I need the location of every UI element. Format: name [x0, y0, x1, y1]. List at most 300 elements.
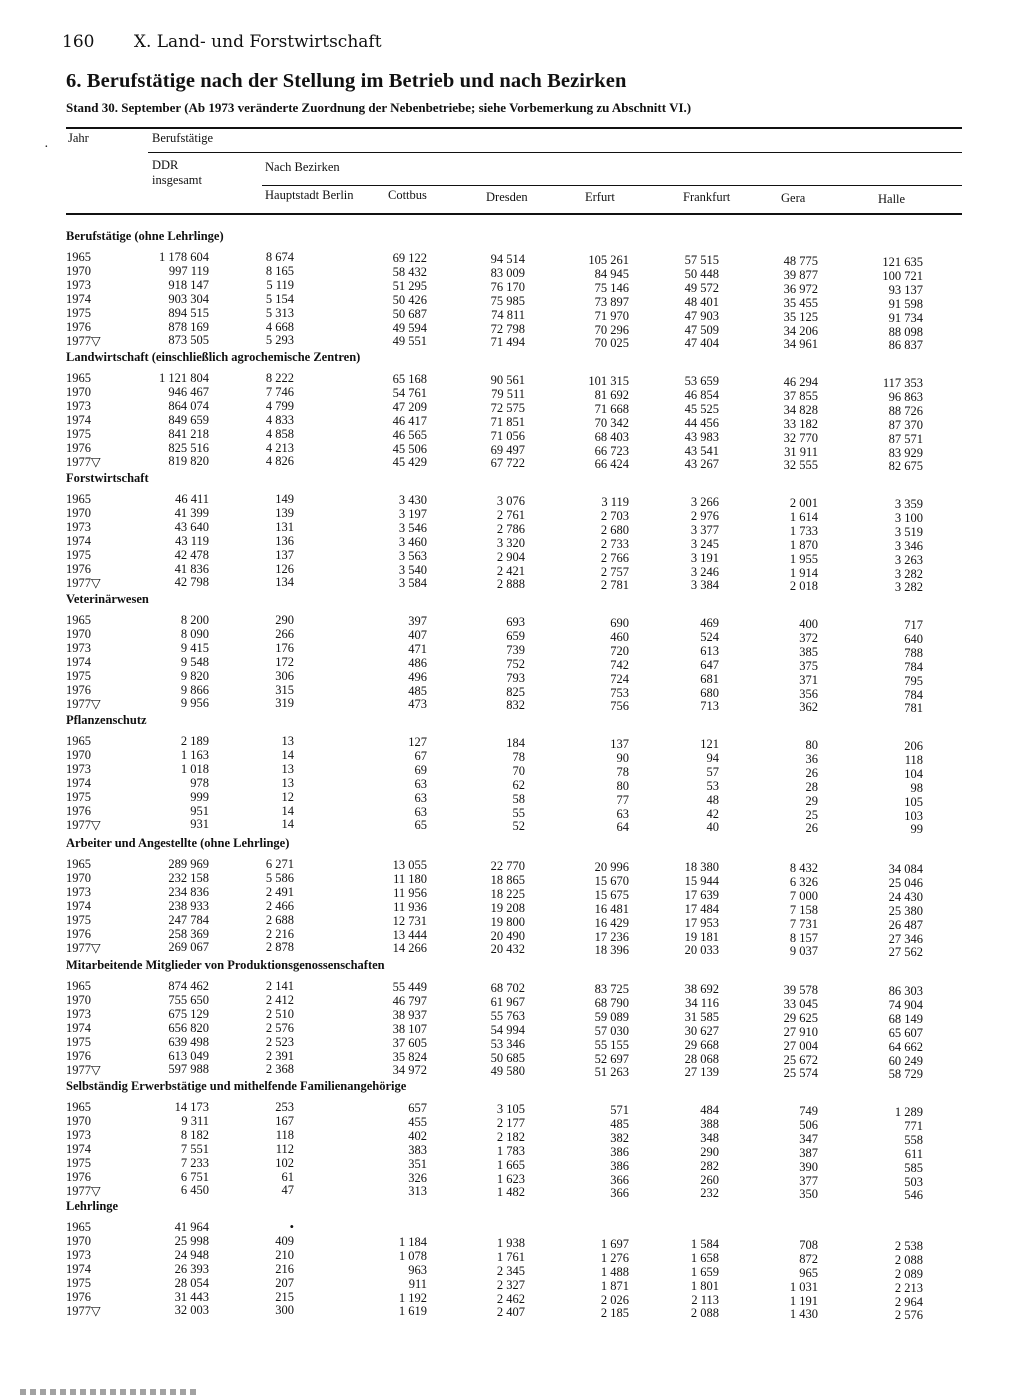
value-cell: 215 — [275, 1289, 294, 1304]
year-cell: 1973 — [66, 640, 91, 655]
value-cell: 44 456 — [684, 415, 719, 430]
value-cell: 31 443 — [174, 1289, 209, 1304]
value-cell: 17 639 — [684, 887, 719, 902]
value-cell: 1 783 — [496, 1143, 525, 1158]
value-cell: 93 137 — [888, 282, 923, 297]
year-cell: 1976 — [66, 1289, 91, 1304]
value-cell: 68 790 — [594, 995, 629, 1010]
value-cell: 48 — [706, 792, 719, 807]
value-cell: 407 — [408, 627, 427, 642]
value-cell: 2 733 — [600, 536, 629, 551]
table-row — [0, 747, 1024, 767]
value-cell: 27 004 — [783, 1038, 818, 1053]
value-cell: 2 576 — [265, 1020, 294, 1035]
value-cell: 3 197 — [398, 506, 427, 521]
value-cell: 57 515 — [684, 253, 719, 267]
value-cell: 59 089 — [594, 1009, 629, 1024]
value-cell: 149 — [275, 492, 294, 506]
year-cell: 1975 — [66, 1034, 91, 1049]
value-cell: 6 450 — [180, 1183, 209, 1198]
value-cell: 69 — [414, 762, 427, 777]
year-cell: 1977▽ — [66, 1063, 101, 1078]
value-cell: 681 — [700, 671, 719, 686]
value-cell: 266 — [275, 626, 294, 641]
value-cell: 3 282 — [894, 566, 923, 581]
value-cell: 11 936 — [393, 899, 427, 914]
value-cell: 1 488 — [600, 1264, 629, 1279]
table-row — [0, 426, 1024, 446]
value-cell: 14 — [281, 803, 294, 818]
value-cell: 326 — [408, 1170, 427, 1185]
value-cell: 571 — [610, 1103, 629, 1117]
value-cell: 1 914 — [789, 565, 818, 580]
year-cell: 1976 — [66, 1169, 91, 1184]
value-cell: 2 216 — [265, 926, 294, 941]
value-cell: 50 448 — [684, 266, 719, 281]
value-cell: 1 955 — [789, 551, 818, 566]
value-cell: 68 702 — [490, 981, 525, 995]
value-cell: 55 449 — [392, 980, 427, 994]
value-cell: 53 346 — [490, 1036, 525, 1051]
year-cell: 1977▽ — [66, 455, 101, 470]
value-cell: 400 — [799, 617, 818, 631]
value-cell: 32 770 — [783, 430, 818, 445]
value-cell: 2 182 — [496, 1129, 525, 1144]
value-cell: 58 — [512, 791, 525, 806]
value-cell: 385 — [799, 644, 818, 659]
table-row — [0, 817, 1024, 837]
value-cell: 386 — [610, 1144, 629, 1159]
value-cell: 112 — [275, 1141, 294, 1156]
table-row — [0, 1127, 1024, 1147]
year-cell: 1974 — [66, 1261, 91, 1276]
table-row — [0, 613, 1024, 632]
value-cell: 39 877 — [783, 267, 818, 282]
value-cell: 9 415 — [180, 640, 209, 655]
value-cell: 388 — [700, 1116, 719, 1131]
value-cell: 87 571 — [888, 431, 923, 446]
value-cell: 3 377 — [690, 522, 719, 537]
value-cell: 2 878 — [265, 940, 294, 955]
value-cell: 39 578 — [783, 983, 818, 997]
value-cell: 50 687 — [392, 306, 427, 321]
value-cell: 34 206 — [783, 323, 818, 338]
value-cell: 34 972 — [392, 1063, 427, 1078]
value-cell: 383 — [408, 1142, 427, 1157]
value-cell: 127 — [408, 735, 427, 749]
value-cell: 232 158 — [168, 870, 209, 885]
value-cell: 15 670 — [594, 873, 629, 888]
value-cell: 9 956 — [180, 696, 209, 711]
value-cell: 2 001 — [789, 496, 818, 510]
value-cell: 50 685 — [490, 1050, 525, 1065]
value-cell: 1 078 — [398, 1248, 427, 1263]
value-cell: 96 863 — [888, 389, 923, 404]
value-cell: 258 369 — [168, 926, 209, 941]
column-header-cottbus: Cottbus — [388, 188, 427, 202]
value-cell: 1 938 — [496, 1235, 525, 1250]
value-cell: 207 — [275, 1275, 294, 1290]
value-cell: 139 — [275, 505, 294, 520]
table-row — [0, 1100, 1024, 1119]
value-cell: 7 158 — [789, 902, 818, 917]
value-cell: 99 — [910, 822, 923, 837]
value-cell: 2 781 — [600, 578, 629, 593]
year-cell: 1975 — [66, 1155, 91, 1170]
value-cell: 864 074 — [168, 398, 209, 413]
value-cell: 639 498 — [168, 1034, 209, 1049]
table-row — [0, 277, 1024, 297]
value-cell: 2 761 — [496, 507, 525, 522]
year-cell: 1973 — [66, 277, 91, 292]
year-cell: 1976 — [66, 1048, 91, 1063]
value-cell: 28 068 — [684, 1051, 719, 1066]
value-cell: 91 734 — [888, 310, 923, 325]
value-cell: 793 — [506, 670, 525, 685]
value-cell: 61 967 — [490, 994, 525, 1009]
value-cell: 351 — [408, 1156, 427, 1171]
table-row — [0, 533, 1024, 553]
value-cell: 43 267 — [684, 457, 719, 472]
value-cell: 2 177 — [496, 1115, 525, 1130]
value-cell: 546 — [904, 1188, 923, 1203]
running-header — [62, 32, 382, 52]
value-cell: 2 018 — [789, 579, 818, 594]
value-cell: 1 482 — [496, 1185, 525, 1200]
value-cell: 47 404 — [684, 336, 719, 351]
value-cell: 104 — [904, 766, 923, 781]
value-cell: 382 — [610, 1130, 629, 1145]
value-cell: 26 — [805, 765, 818, 780]
value-cell: 749 — [799, 1104, 818, 1118]
value-cell: 71 056 — [490, 428, 525, 443]
year-cell: 1974 — [66, 412, 91, 427]
value-cell: 100 721 — [882, 268, 923, 283]
value-cell: 1 018 — [180, 761, 209, 776]
value-cell: 75 146 — [594, 280, 629, 295]
value-cell: 1 031 — [789, 1279, 818, 1294]
table-row — [0, 1289, 1024, 1309]
year-cell: 1970 — [66, 505, 91, 520]
value-cell: 997 119 — [168, 263, 209, 278]
year-cell: 1965 — [66, 1100, 91, 1114]
table-row — [0, 1247, 1024, 1267]
value-cell: 47 209 — [392, 399, 427, 414]
value-cell: 2 141 — [265, 979, 294, 993]
value-cell: 35 125 — [783, 309, 818, 324]
year-cell: 1974 — [66, 291, 91, 306]
value-cell: 103 — [904, 808, 923, 823]
value-cell: 65 — [414, 818, 427, 833]
value-cell: 84 945 — [594, 266, 629, 281]
value-cell: 13 — [281, 775, 294, 790]
table-row — [0, 803, 1024, 823]
table-row — [0, 640, 1024, 660]
value-cell: 83 929 — [888, 445, 923, 460]
value-cell: 756 — [610, 699, 629, 714]
table-row — [0, 626, 1024, 646]
column-header-berufstaetige: Berufstätige — [152, 131, 214, 145]
value-cell: 42 798 — [174, 575, 209, 590]
value-cell: 3 282 — [894, 580, 923, 595]
value-cell: 210 — [275, 1247, 294, 1262]
value-cell: 9 866 — [180, 682, 209, 697]
value-cell: 48 401 — [684, 294, 719, 309]
value-cell: 375 — [799, 658, 818, 673]
value-cell: 82 675 — [888, 459, 923, 474]
value-cell: 71 851 — [490, 414, 525, 429]
value-cell: 184 — [506, 736, 525, 750]
value-cell: 29 668 — [684, 1037, 719, 1052]
value-cell: 356 — [799, 686, 818, 701]
value-cell: 66 424 — [594, 457, 629, 472]
value-cell: 234 836 — [168, 884, 209, 899]
column-header-gera: Gera — [781, 191, 806, 205]
value-cell: 28 — [805, 779, 818, 794]
value-cell: 46 417 — [392, 413, 427, 428]
value-cell: 62 — [512, 777, 525, 792]
year-cell: 1965 — [66, 371, 91, 385]
value-cell: 597 988 — [168, 1062, 209, 1077]
section-title: Pflanzenschutz — [66, 713, 147, 727]
value-cell: 2 538 — [894, 1238, 923, 1253]
header-rule-berufstaetige — [148, 152, 962, 153]
year-cell: 1976 — [66, 561, 91, 576]
value-cell: 26 — [805, 821, 818, 836]
value-cell: 366 — [610, 1186, 629, 1201]
value-cell: 136 — [275, 533, 294, 548]
value-cell: 27 562 — [888, 945, 923, 960]
value-cell: 1 614 — [789, 509, 818, 524]
value-cell: 4 826 — [265, 454, 294, 469]
value-cell: 471 — [408, 641, 427, 656]
value-cell: 11 956 — [393, 885, 427, 900]
value-cell: 14 266 — [392, 941, 427, 956]
table-row — [0, 870, 1024, 890]
value-cell: 3 540 — [398, 562, 427, 577]
value-cell: 1 658 — [690, 1250, 719, 1265]
value-cell: 585 — [904, 1160, 923, 1175]
value-cell: 24 430 — [888, 889, 923, 904]
table-row — [0, 384, 1024, 404]
value-cell: 48 775 — [783, 254, 818, 268]
value-cell: 24 948 — [174, 1247, 209, 1262]
value-cell: 2 412 — [265, 992, 294, 1007]
value-cell: 873 505 — [168, 333, 209, 348]
year-cell: 1973 — [66, 1247, 91, 1262]
value-cell: 3 246 — [690, 564, 719, 579]
value-cell: 8 090 — [180, 626, 209, 641]
value-cell: 819 820 — [168, 454, 209, 469]
value-cell: 2 703 — [600, 508, 629, 523]
value-cell: 81 692 — [594, 387, 629, 402]
value-cell: 2 185 — [600, 1306, 629, 1321]
value-cell: 72 575 — [490, 400, 525, 415]
table-row — [0, 547, 1024, 567]
value-cell: 13 — [281, 734, 294, 748]
section-title: Forstwirtschaft — [66, 471, 149, 485]
value-cell: 2 688 — [265, 912, 294, 927]
value-cell: 613 — [700, 643, 719, 658]
value-cell: 1 870 — [789, 537, 818, 552]
value-cell: 2 680 — [600, 522, 629, 537]
value-cell: 841 218 — [168, 426, 209, 441]
value-cell: 9 548 — [180, 654, 209, 669]
year-cell: 1965 — [66, 979, 91, 993]
value-cell: 67 — [414, 748, 427, 763]
year-cell: 1977▽ — [66, 941, 101, 956]
value-cell: 390 — [799, 1159, 818, 1174]
value-cell: 1 191 — [789, 1293, 818, 1308]
value-cell: 2 523 — [265, 1034, 294, 1049]
table-row — [0, 1303, 1024, 1323]
value-cell: 1 289 — [894, 1105, 923, 1119]
value-cell: 32 003 — [174, 1303, 209, 1318]
value-cell: 70 342 — [594, 415, 629, 430]
value-cell: 68 149 — [888, 1011, 923, 1026]
value-cell: 2 113 — [691, 1292, 719, 1307]
year-cell: 1970 — [66, 870, 91, 885]
value-cell: 506 — [799, 1117, 818, 1132]
value-cell: 2 088 — [894, 1252, 923, 1267]
value-cell: 47 509 — [684, 322, 719, 337]
table-row — [0, 1034, 1024, 1054]
table-row — [0, 561, 1024, 581]
value-cell: 2 904 — [496, 549, 525, 564]
value-cell: 717 — [904, 618, 923, 632]
value-cell: 172 — [275, 654, 294, 669]
value-cell: 25 998 — [174, 1233, 209, 1248]
value-cell: 795 — [904, 673, 923, 688]
value-cell: 4 668 — [265, 319, 294, 334]
value-cell: 724 — [610, 671, 629, 686]
value-cell: 1 619 — [398, 1304, 427, 1319]
table-row — [0, 734, 1024, 753]
value-cell: 52 — [512, 819, 525, 834]
year-cell: 1973 — [66, 761, 91, 776]
value-cell: 90 561 — [490, 373, 525, 387]
value-cell: 25 380 — [888, 903, 923, 918]
value-cell: 7 000 — [789, 888, 818, 903]
table-row — [0, 412, 1024, 432]
section-title: Landwirtschaft (einschließlich agrochemische Zentren) — [66, 350, 361, 364]
value-cell: 1 697 — [600, 1236, 629, 1251]
value-cell: 1 623 — [496, 1171, 525, 1186]
value-cell: 68 403 — [594, 429, 629, 444]
value-cell: 30 627 — [684, 1023, 719, 1038]
value-cell: 290 — [275, 613, 294, 627]
value-cell: 7 233 — [180, 1155, 209, 1170]
value-cell: 5 119 — [266, 277, 294, 292]
value-cell: 38 692 — [684, 982, 719, 996]
value-cell: 43 541 — [684, 443, 719, 458]
value-cell: 742 — [610, 657, 629, 672]
value-cell: 46 854 — [684, 387, 719, 402]
value-cell: 36 972 — [783, 281, 818, 296]
value-cell: 963 — [408, 1262, 427, 1277]
value-cell: 118 — [904, 752, 923, 767]
column-header-erfurt: Erfurt — [585, 190, 615, 204]
value-cell: 2 213 — [894, 1280, 923, 1295]
table-row — [0, 884, 1024, 904]
value-cell: 1 430 — [789, 1307, 818, 1322]
value-cell: 1 276 — [600, 1250, 629, 1265]
header-rule-bottom — [66, 213, 962, 215]
year-cell: 1975 — [66, 547, 91, 562]
value-cell: 55 155 — [594, 1037, 629, 1052]
value-cell: 832 — [506, 698, 525, 713]
value-cell: 83 009 — [490, 265, 525, 280]
table-row — [0, 789, 1024, 809]
table-row — [0, 654, 1024, 674]
table-row — [0, 305, 1024, 325]
column-header-ddr: DDR — [152, 158, 179, 172]
value-cell: 98 — [910, 780, 923, 795]
value-cell: 79 511 — [491, 386, 525, 401]
value-cell: 69 122 — [392, 251, 427, 265]
year-cell: 1975 — [66, 1275, 91, 1290]
value-cell: 38 107 — [392, 1021, 427, 1036]
value-cell: 319 — [275, 696, 294, 711]
value-cell: 713 — [700, 699, 719, 714]
year-cell: 1970 — [66, 992, 91, 1007]
value-cell: 16 481 — [594, 901, 629, 916]
value-cell: 101 315 — [588, 374, 629, 388]
value-cell: 2 026 — [600, 1292, 629, 1307]
value-cell: 72 798 — [490, 321, 525, 336]
value-cell: 788 — [904, 645, 923, 660]
value-cell: 34 116 — [685, 995, 719, 1010]
year-cell: 1970 — [66, 747, 91, 762]
value-cell: 894 515 — [168, 305, 209, 320]
scan-edge-mark — [20, 1389, 200, 1395]
column-header-jahr: Jahr — [68, 131, 89, 145]
value-cell: 14 173 — [174, 1100, 209, 1114]
table-row — [0, 1275, 1024, 1295]
value-cell: 386 — [610, 1158, 629, 1173]
value-cell: 253 — [275, 1100, 294, 1114]
value-cell: 70 — [512, 763, 525, 778]
value-cell: 739 — [506, 642, 525, 657]
value-cell: 117 353 — [882, 376, 923, 390]
value-cell: 18 225 — [490, 886, 525, 901]
value-cell: 2 510 — [265, 1006, 294, 1021]
value-cell: 47 903 — [684, 308, 719, 323]
value-cell: 121 635 — [882, 255, 923, 269]
value-cell: 216 — [275, 1261, 294, 1276]
value-cell: 27 139 — [684, 1065, 719, 1080]
value-cell: 15 944 — [684, 873, 719, 888]
value-cell: 6 326 — [789, 874, 818, 889]
value-cell: 74 904 — [888, 997, 923, 1012]
value-cell: 206 — [904, 739, 923, 753]
value-cell: 825 516 — [168, 440, 209, 455]
year-cell: 1974 — [66, 1141, 91, 1156]
value-cell: 1 192 — [398, 1290, 427, 1305]
value-cell: 9 037 — [789, 944, 818, 959]
value-cell: 63 — [414, 790, 427, 805]
value-cell: 66 723 — [594, 443, 629, 458]
value-cell: 680 — [700, 685, 719, 700]
value-cell: 64 662 — [888, 1039, 923, 1054]
value-cell: 693 — [506, 615, 525, 629]
value-cell: 57 030 — [594, 1023, 629, 1038]
value-cell: 31 585 — [684, 1009, 719, 1024]
column-header-nach-bezirken: Nach Bezirken — [265, 160, 340, 174]
value-cell: 647 — [700, 657, 719, 672]
value-cell: 41 399 — [174, 505, 209, 520]
value-cell: 409 — [275, 1233, 294, 1248]
